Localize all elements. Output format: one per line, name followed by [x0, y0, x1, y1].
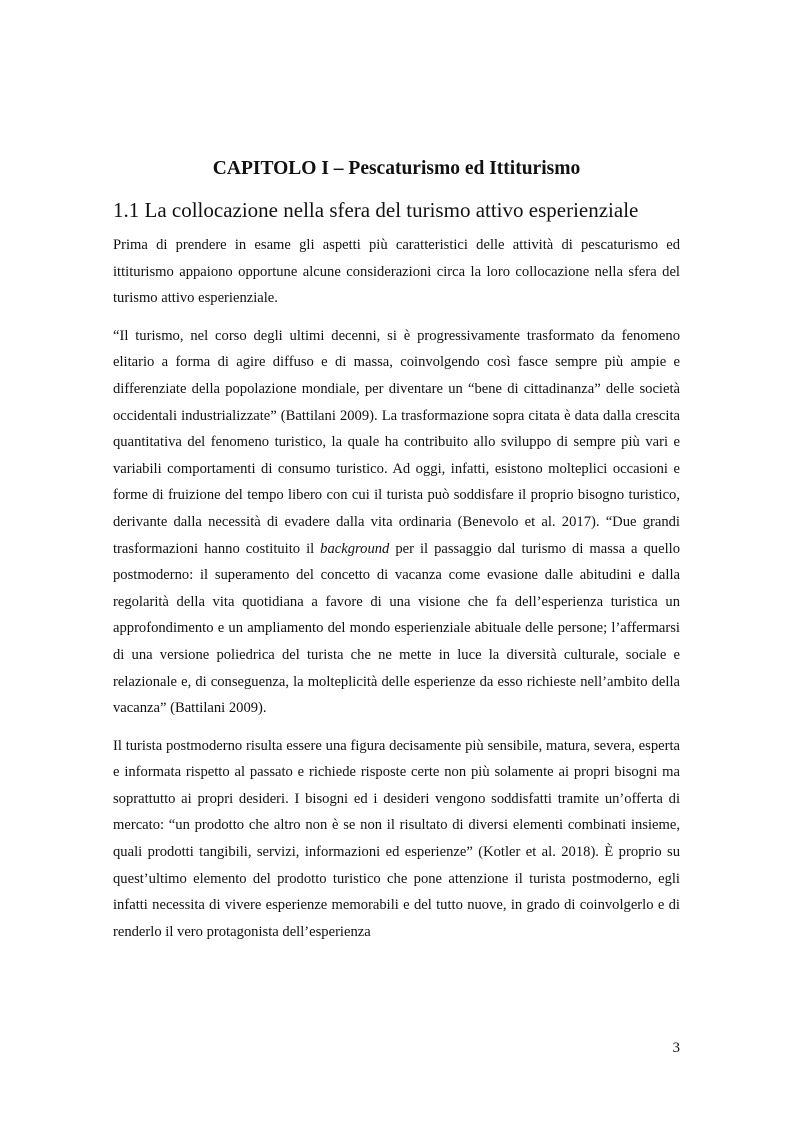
paragraph-2-italic-term: background [320, 540, 390, 557]
paragraph-1: Prima di prendere in esame gli aspetti più caratteristici delle attività di pescaturismo ed ittiturismo appaiono opportune alcune considerazioni circa la loro collocazione nella sfera del turismo attivo esperienziale. [113, 237, 680, 307]
body-text [113, 232, 680, 956]
paragraph-3: Il turista postmoderno risulta essere una figura decisamente più sensibile, matura, severa, esperta e informata rispetto al passato e richiede risposte certe non più solamente ai propri bisogni ma soprattutto ai propri desideri. I bisogni ed i desideri vengono soddisfatti tramite un’offerta di mercato: “un prodotto che altro non è se non il risultato di diversi elementi combinati insieme, quali prodotti tangibili, servizi, informazioni ed esperienze” (Kotler et al. 2018). È proprio su quest’ultimo elemento del prodotto turistico che pone attenzione il turista postmoderno, egli infatti necessita di vivere esperienze memorabili e del tutto nuove, in grado di coinvolgerlo e di renderlo il vero protagonista dell’esperienza [113, 737, 680, 940]
section-title: 1.1 La collocazione nella sfera del turismo attivo esperienziale [113, 198, 639, 222]
paragraph-2-part-2: per il passaggio dal turismo di massa a quello postmoderno: il superamento del concetto di vacanza come evasione dalle abitudini e dalla regolarità della vita quotidiana a favore di una visione che fa dell’esperienza turistica un approfondimento e un ampliamento del mondo esperienziale abituale delle persone; l’affermarsi di una versione poliedrica del turista che ne mette in luce la diversità culturale, sociale e relazionale e, di conseguenza, la molteplicità delle esperienze da esso richieste nell’ambito della vacanza” (Battilani 2009). [113, 540, 680, 717]
paragraph-2 [113, 323, 680, 722]
paragraph-2-part-1: “Il turismo, nel corso degli ultimi decenni, si è progressivamente trasformato da fenomeno elitario a forma di agire diffuso e di massa, coinvolgendo così fasce sempre più ampie e differenziate della popolazione mondiale, per diventare un “bene di cittadinanza” delle società occidentali industrializzate” (Battilani 2009). La trasformazione sopra citata è data dalla crescita quantitativa del fenomeno turistico, la quale ha contribuito allo sviluppo di sempre più vari e variabili comportamenti di consumo turistico. Ad oggi, infatti, esistono molteplici occasioni e forme di fruizione del tempo libero con cui il turista può soddisfare il proprio bisogno turistico, derivante dalla necessità di evadere dalla vita ordinaria (Benevolo et al. 2017). “Due grandi trasformazioni hanno costituito il [113, 327, 680, 557]
page-number: 3 [672, 1040, 680, 1056]
chapter-title: CAPITOLO I – Pescaturismo ed Ittiturismo [212, 158, 581, 179]
